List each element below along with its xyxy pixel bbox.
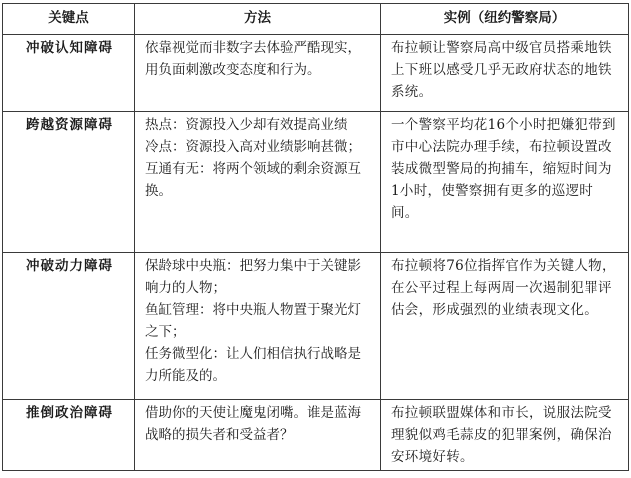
key-cell: 冲破动力障碍 bbox=[3, 253, 135, 400]
example-cell: 布拉顿联盟媒体和市长，说服法院受理貌似鸡毛蒜皮的犯罪案例，确保治安环境好转。 bbox=[381, 400, 629, 471]
method-text: 热点：资源投入少却有效提高业绩 bbox=[145, 117, 348, 133]
method-text: 互通有无：将两个领域的剩余资源互换。 bbox=[145, 161, 361, 199]
method-cell bbox=[135, 35, 381, 112]
header-method: 方法 bbox=[135, 4, 381, 35]
example-cell: 一个警察平均花16个小时把嫌犯带到市中心法院办理手续，布拉顿设置改装成微型警局的拘捕车，缩短时间为1小时，使警察拥有更多的巡逻时间。 bbox=[381, 112, 629, 253]
example-cell: 布拉顿让警察局高中级官员搭乘地铁上下班以感受几乎无政府状态的地铁系统。 bbox=[381, 35, 629, 112]
key-cell: 冲破认知障碍 bbox=[3, 35, 135, 112]
header-key: 关键点 bbox=[3, 4, 135, 35]
table-row bbox=[3, 253, 629, 400]
header-example: 实例（纽约警察局） bbox=[381, 4, 629, 35]
method-cell bbox=[135, 253, 381, 400]
method-text: 借助你的天使让魔鬼闭嘴。谁是蓝海战略的损失者和受益者？ bbox=[145, 405, 361, 443]
table-row bbox=[3, 400, 629, 471]
method-text: 鱼缸管理：将中央瓶人物置于聚光灯之下； bbox=[145, 302, 361, 340]
method-text: 任务微型化：让人们相信执行战略是力所能及的。 bbox=[145, 346, 361, 384]
strategy-table bbox=[2, 3, 629, 471]
example-cell: 布拉顿将76位指挥官作为关键人物，在公平过程上每两周一次遏制犯罪评估会，形成强烈的业绩表现文化。 bbox=[381, 253, 629, 400]
method-cell bbox=[135, 112, 381, 253]
method-text: 依靠视觉而非数字去体验严酷现实，用负面刺激改变态度和行为。 bbox=[145, 40, 361, 78]
key-cell: 推倒政治障碍 bbox=[3, 400, 135, 471]
method-text: 保龄球中央瓶：把努力集中于关键影响力的人物； bbox=[145, 258, 361, 296]
method-cell bbox=[135, 400, 381, 471]
table-row bbox=[3, 35, 629, 112]
method-text: 冷点：资源投入高对业绩影响甚微； bbox=[145, 139, 361, 155]
key-cell: 跨越资源障碍 bbox=[3, 112, 135, 253]
table-row bbox=[3, 112, 629, 253]
header-row bbox=[3, 4, 629, 35]
